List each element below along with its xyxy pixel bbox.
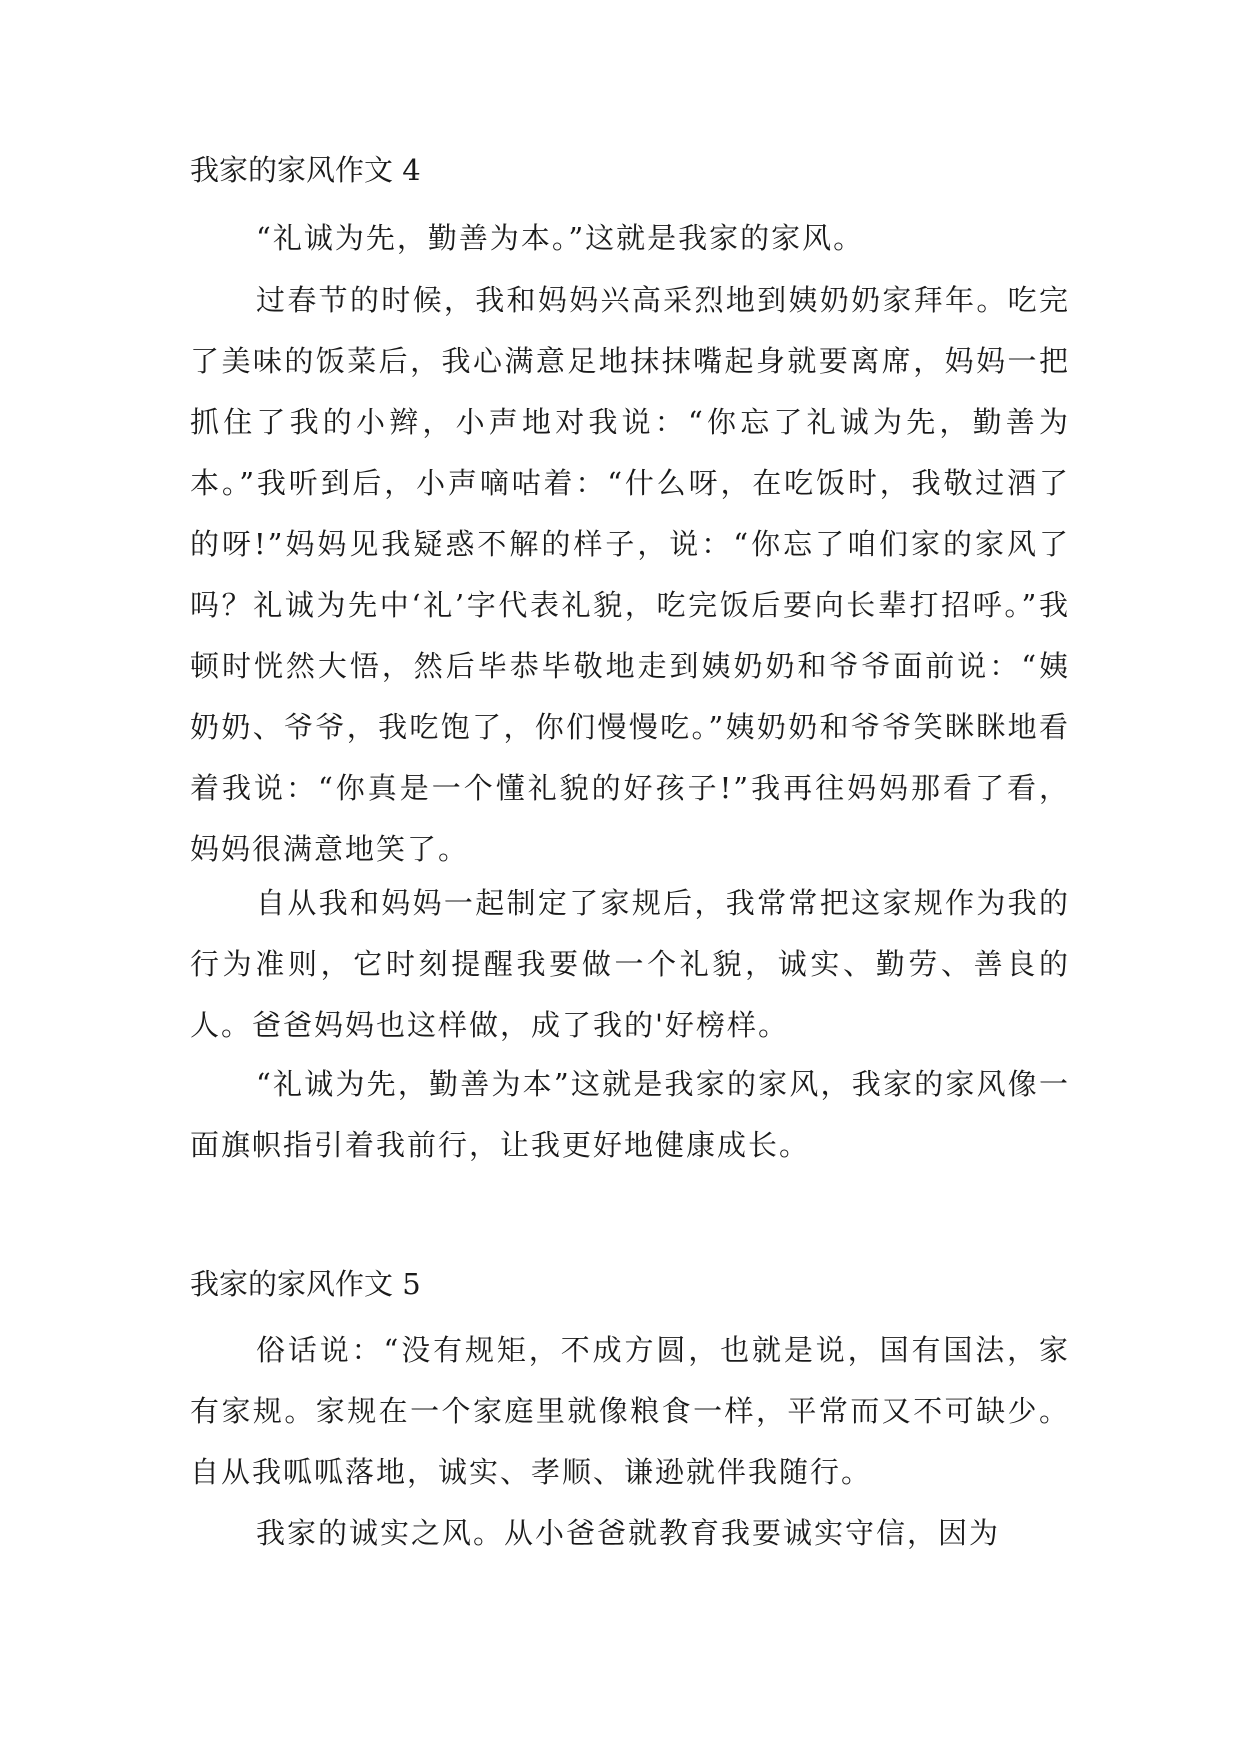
section-4-paragraph-1: “礼诚为先，勤善为本。”这就是我家的家风。 — [256, 221, 865, 255]
section-4-paragraph-2: 过春节的时候，我和妈妈兴高采烈地到姨奶奶家拜年。吃完了美味的饭菜后，我心满意足地抹抹嘴起身就要离席，妈妈一把抓住了我的小辫，小声地对我说：“你忘了礼诚为先，勤善为本。”我听到后，小声嘀咕着：“什么呀，在吃饭时，我敬过酒了的呀!”妈妈见我疑惑不解的样子，说：“你忘了咱们家的家风了吗？礼诚为先中‘礼’字代表礼貌，吃完饭后要向长辈打招呼。”我顿时恍然大悟，然后毕恭毕敬地走到姨奶奶和爷爷面前说：“姨奶奶、爷爷，我吃饱了，你们慢慢吃。”姨奶奶和爷爷笑眯眯地看着我说：“你真是一个懂礼貌的好孩子!”我再往妈妈那看了看，妈妈很满意地笑了。 — [190, 283, 1070, 866]
section-5-paragraph-2: 我家的诚实之风。从小爸爸就教育我要诚实守信，因为 — [256, 1516, 1001, 1550]
section-5-paragraph-1: 俗话说：“没有规矩，不成方圆，也就是说，国有国法，家有家规。家规在一个家庭里就像粮食一样，平常而又不可缺少。自从我呱呱落地，诚实、孝顺、谦逊就伴我随行。 — [190, 1333, 1070, 1489]
section-4-paragraph-4: “礼诚为先，勤善为本”这就是我家的家风，我家的家风像一面旗帜指引着我前行，让我更好地健康成长。 — [190, 1067, 1070, 1162]
section-4-paragraph-3: 自从我和妈妈一起制定了家规后，我常常把这家规作为我的行为准则，它时刻提醒我要做一个礼貌，诚实、勤劳、善良的人。爸爸妈妈也这样做，成了我的'好榜样。 — [190, 886, 1070, 1042]
section-4-title: 我家的家风作文 4 — [190, 153, 421, 187]
section-5-title: 我家的家风作文 5 — [190, 1267, 421, 1301]
